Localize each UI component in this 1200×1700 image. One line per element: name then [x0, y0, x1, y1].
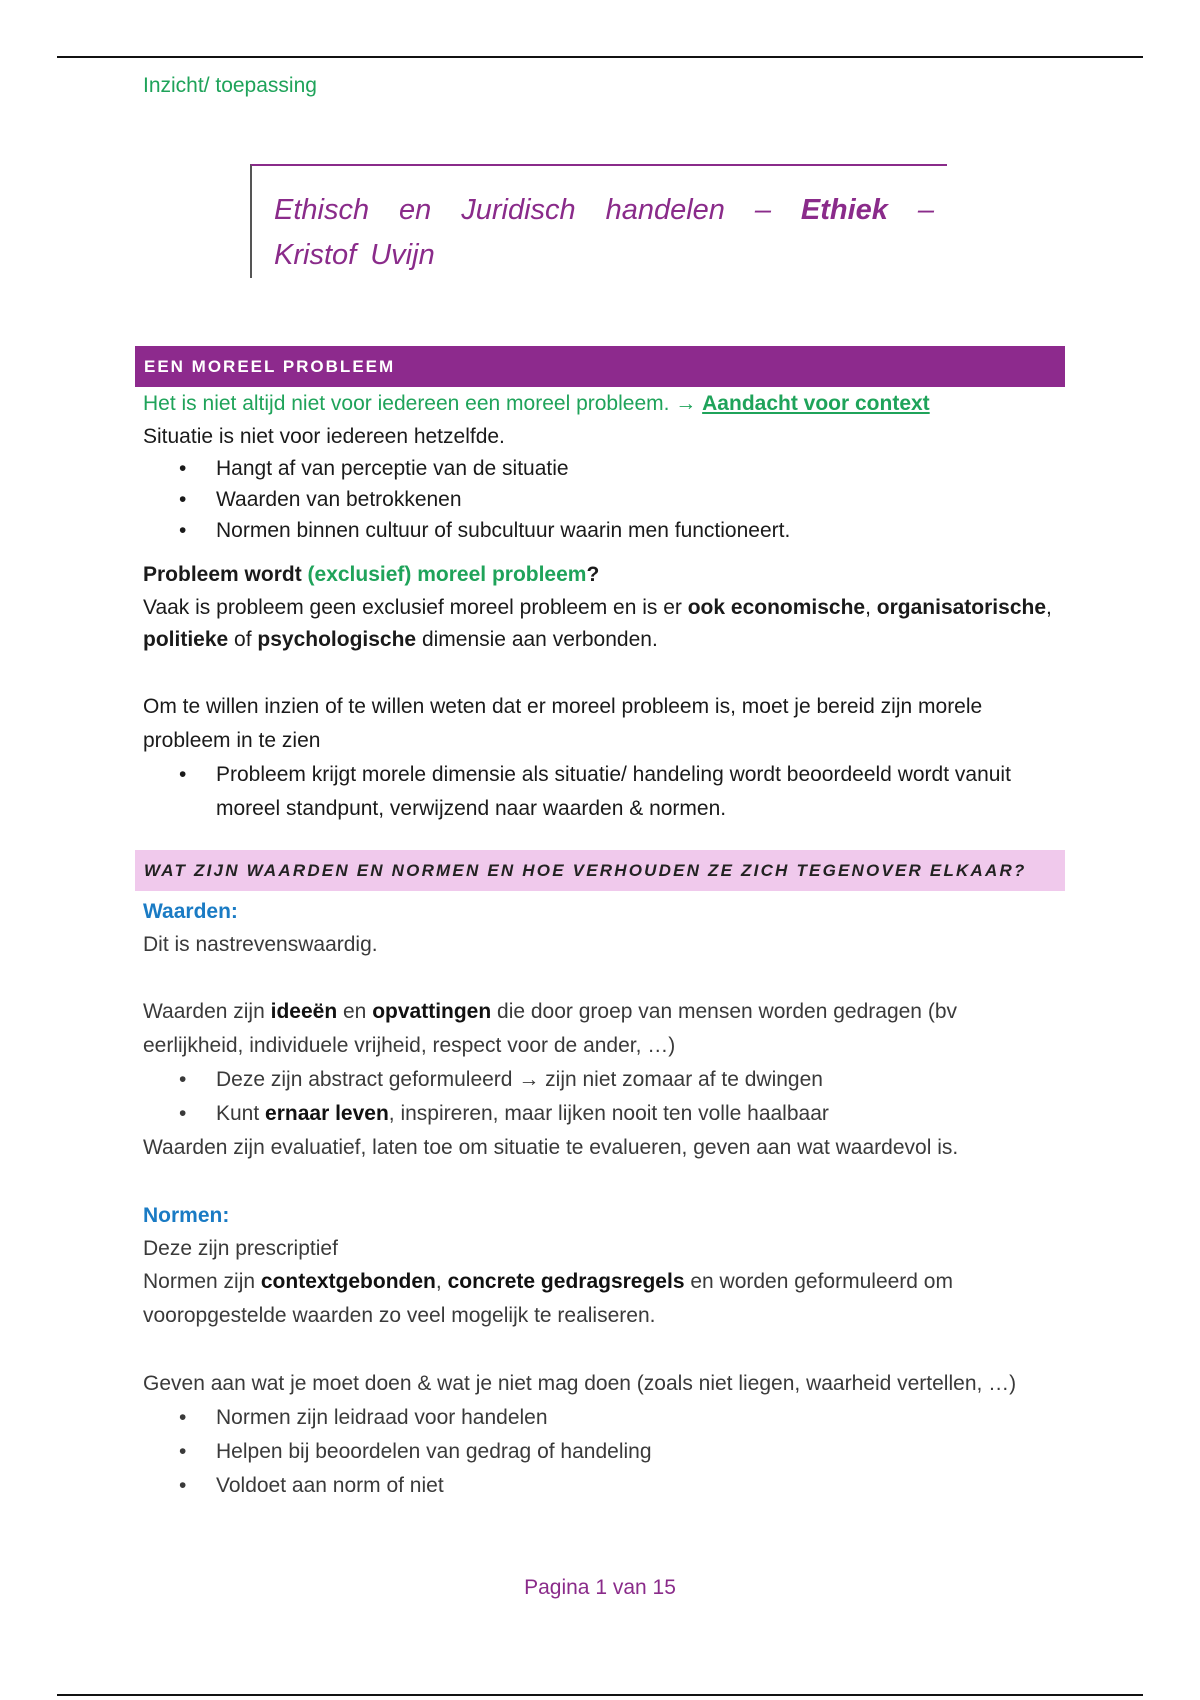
waarden-evaluatief: Waarden zijn evaluatief, laten toe om situatie te evalueren, geven aan wat waardevol is. [143, 1136, 959, 1159]
dimensie-list [143, 758, 1063, 826]
page-number: Pagina 1 van 15 [524, 1576, 676, 1599]
normen-paragraph: Normen zijn contextgebonden, concrete gedragsregels en worden geformuleerd om vooropgestelde waarden zo veel mogelijk te realiseren. [143, 1270, 953, 1327]
list-item: • Hangt af van perceptie van de situatie [143, 453, 1063, 484]
arrow-icon: → [675, 392, 697, 415]
waarden-list [143, 1063, 1063, 1131]
document-title: Ethisch en Juridisch handelen – Ethiek – Kristof Uvijn [274, 194, 934, 271]
situatie-line: Situatie is niet voor iedereen hetzelfde. [143, 425, 505, 448]
question-heading: Probleem wordt (exclusief) moreel probleem? [143, 563, 600, 586]
section-heading-waarden-normen: WAT ZIJN WAARDEN EN NORMEN EN HOE VERHOUDEN ZE ZICH TEGENOVER ELKAAR? [135, 850, 1065, 891]
dimension-paragraph: Vaak is probleem geen exclusief moreel probleem en is er ook economische, organisatorische, politieke of psychologische dimensie aan verbonden. [143, 596, 1052, 651]
list-item: • Probleem krijgt morele dimensie als situatie/ handeling wordt beoordeeld wordt vanuit moreel standpunt, verwijzend naar waarden & normen. [143, 758, 1063, 826]
waarden-paragraph: Waarden zijn ideeën en opvattingen die door groep van mensen worden gedragen (bv eerlijkheid, individuele vrijheid, respect voor de ander, …) [143, 1000, 957, 1057]
inzien-paragraph: Om te willen inzien of te willen weten dat er moreel probleem is, moet je bereid zijn morele probleem in te zien [143, 695, 983, 752]
normen-definition: Deze zijn prescriptief [143, 1237, 338, 1260]
list-item: • Voldoet aan norm of niet [143, 1469, 1063, 1503]
normen-list [143, 1401, 1063, 1503]
top-rule [57, 56, 1143, 58]
title-box [250, 164, 947, 278]
waarden-definition: Dit is nastrevenswaardig. [143, 933, 378, 956]
context-line: Het is niet altijd niet voor iedereen een moreel probleem. → Aandacht voor context [143, 392, 930, 415]
list-item: • Normen binnen cultuur of subcultuur waarin men functioneert. [143, 515, 1063, 546]
section-heading-moreel-probleem: EEN MOREEL PROBLEEM [135, 346, 1065, 387]
bottom-rule [57, 1694, 1143, 1696]
main-content [143, 346, 1063, 1503]
arrow-icon: → [518, 1068, 540, 1091]
normen-paragraph-2: Geven aan wat je moet doen & wat je niet mag doen (zoals niet liegen, waarheid vertellen, …) [143, 1372, 1017, 1395]
list-item: • Kunt ernaar leven, inspireren, maar lijken nooit ten volle haalbaar [143, 1097, 1063, 1131]
context-link[interactable]: Aandacht voor context [702, 392, 930, 415]
list-item: • Waarden van betrokkenen [143, 484, 1063, 515]
waarden-heading: Waarden: [143, 900, 238, 923]
list-item: • Deze zijn abstract geformuleerd → zijn niet zomaar af te dwingen [143, 1063, 1063, 1097]
list-item: • Helpen bij beoordelen van gedrag of handeling [143, 1435, 1063, 1469]
header-label: Inzicht/ toepassing [143, 74, 317, 97]
situatie-list [143, 453, 1063, 546]
list-item: • Normen zijn leidraad voor handelen [143, 1401, 1063, 1435]
normen-heading: Normen: [143, 1204, 230, 1227]
